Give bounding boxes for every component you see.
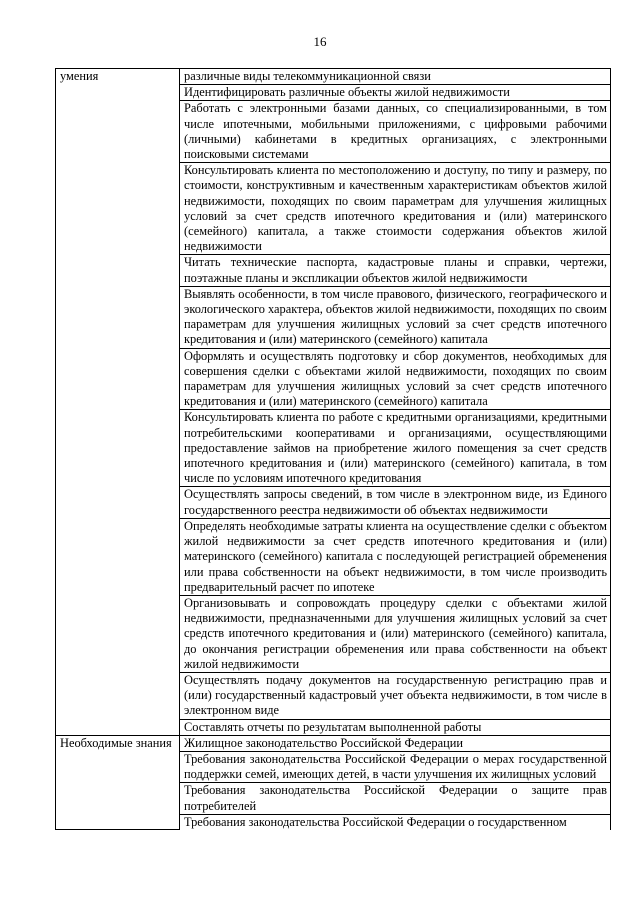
category-cell <box>56 69 180 736</box>
item-cell: Оформлять и осуществлять подготовку и сбор документов, необходимых для совершения сделки с объектами жилой недвижимости, походящих по своим параметрам для улучшения жилищных условий за счет средств ипотечного кредитования и (или) материнского (семейного) капитала <box>180 348 611 410</box>
requirements-table <box>55 68 611 830</box>
item-cell: Работать с электронными базами данных, со специализированными, в том числе ипотечными, мобильными приложениями, с цифровыми рабочими (личными) кабинетами в кредитных организациях, с электронными поисковыми системами <box>180 101 611 163</box>
item-cell: Читать технические паспорта, кадастровые планы и справки, чертежи, поэтажные планы и экспликации объектов жилой недвижимости <box>180 255 611 286</box>
item-cell: Организовывать и сопровождать процедуру сделки с объектами жилой недвижимости, предназначенными для улучшения жилищных условий за счет средств ипотечного кредитования и (или) материнского (семейного) капитала, до окончания регистрации обременения или права собственности на объект жилой недвижимости <box>180 595 611 672</box>
table-row <box>56 69 611 85</box>
item-cell: Идентифицировать различные объекты жилой недвижимости <box>180 85 611 101</box>
item-cell: Требования законодательства Российской Федерации о государственном <box>180 814 611 830</box>
item-cell: Составлять отчеты по результатам выполненной работы <box>180 719 611 735</box>
item-cell: Осуществлять запросы сведений, в том числе в электронном виде, из Единого государственного реестра недвижимости об объектах недвижимости <box>180 487 611 518</box>
item-cell: Консультировать клиента по работе с кредитными организациями, кредитными потребительскими кооперативами и организациями, осуществляющими предоставление займов на приобретение жилого помещения за счет средств ипотечного кредитования и (или) материнского (семейного) капитала, в том числе по условиям ипотечного кредитования <box>180 410 611 487</box>
category-label: Необходимые знания <box>60 735 172 750</box>
table-row <box>56 735 611 751</box>
item-cell: Требования законодательства Российской Федерации о защите прав потребителей <box>180 783 611 814</box>
item-cell: Осуществлять подачу документов на государственную регистрацию прав и (или) государственный кадастровый учет объекта недвижимости, в том числе в электронном виде <box>180 672 611 719</box>
item-cell: различные виды телекоммуникационной связи <box>180 69 611 85</box>
item-cell: Консультировать клиента по местоположению и доступу, по типу и размеру, по стоимости, конструктивным и качественным характеристикам объектов жилой недвижимости, походящих по своим параметрам для улучшения жилищных условий за счет средств ипотечного кредитования и (или) материнского (семейного) капитала, а также стоимости содержания объектов жилой недвижимости <box>180 163 611 255</box>
category-cell <box>56 735 180 830</box>
item-cell: Требования законодательства Российской Федерации о мерах государственной поддержки семей, имеющих детей, в части улучшения их жилищных условий <box>180 751 611 782</box>
item-cell: Жилищное законодательство Российской Федерации <box>180 735 611 751</box>
item-cell: Определять необходимые затраты клиента на осуществление сделки с объектом жилой недвижимости за счет средств ипотечного кредитования и (или) материнского (семейного) капитала с последующей регистрацией обременения или права собственности на объект недвижимости, в том числе производить предварительный расчет по ипотеке <box>180 518 611 595</box>
page-number: 16 <box>313 34 327 49</box>
requirements-table-body <box>56 69 611 830</box>
category-label: умения <box>60 69 99 83</box>
item-cell: Выявлять особенности, в том числе правового, физического, географического и экологического характера, объектов жилой недвижимости, походящих по своим параметрам для улучшения жилищных условий за счет средств ипотечного кредитования и (или) материнского (семейного) капитала <box>180 286 611 348</box>
